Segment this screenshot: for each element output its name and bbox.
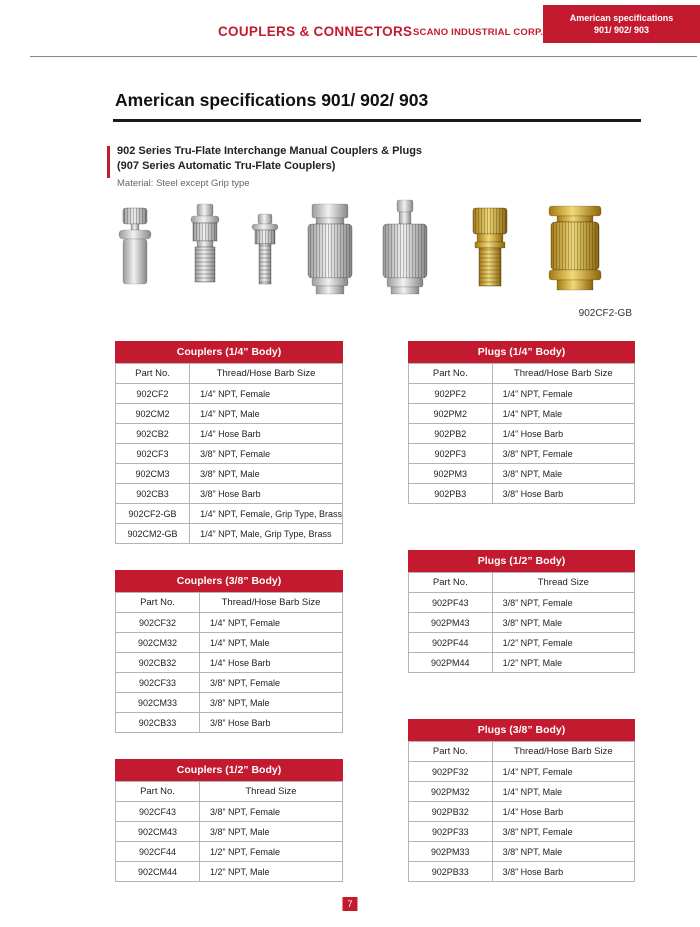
image-caption: 902CF2-GB [578, 308, 632, 319]
part-no-cell: 902CM32 [116, 633, 200, 653]
size-cell: 3/8” NPT, Male [199, 822, 342, 842]
table-couplers-quarter-body [115, 341, 343, 544]
table-row [409, 633, 635, 653]
table-row [409, 822, 635, 842]
couplers-column [115, 341, 343, 908]
plugs-threeeighths-table [408, 741, 635, 882]
part-no-cell: 902CM33 [116, 693, 200, 713]
table-row [116, 842, 343, 862]
column-header-size: Thread/Hose Barb Size [190, 364, 343, 384]
size-cell: 1/4” Hose Barb [492, 424, 634, 444]
table-row [409, 384, 635, 404]
table-header-row [409, 742, 635, 762]
series-heading [117, 144, 597, 189]
plugs-half-table [408, 572, 635, 673]
table-row [409, 802, 635, 822]
size-cell: 1/2” NPT, Female [492, 633, 634, 653]
part-no-cell: 902PF43 [409, 593, 493, 613]
size-cell: 1/4” NPT, Female [492, 384, 634, 404]
table-row [116, 673, 343, 693]
part-no-cell: 902CM3 [116, 464, 190, 484]
part-no-cell: 902PM32 [409, 782, 493, 802]
part-no-cell: 902CF2-GB [116, 504, 190, 524]
part-no-cell: 902CF32 [116, 613, 200, 633]
series-heading-line1: 902 Series Tru-Flate Interchange Manual Couplers & Plugs [117, 145, 423, 157]
table-row [409, 842, 635, 862]
size-cell: 3/8” Hose Barb [190, 484, 343, 504]
series-accent-bar [107, 146, 110, 178]
table-row [116, 713, 343, 733]
table-row [116, 424, 343, 444]
part-no-cell: 902PF2 [409, 384, 493, 404]
size-cell: 3/8” NPT, Male [492, 613, 634, 633]
table-row [409, 444, 635, 464]
table-header-row [116, 364, 343, 384]
column-header-size: Thread Size [492, 573, 634, 593]
size-cell: 3/8” NPT, Male [492, 464, 634, 484]
size-cell: 1/2” NPT, Male [199, 862, 342, 882]
table-row [409, 613, 635, 633]
table-row [409, 782, 635, 802]
table-title: Couplers (1/2” Body) [115, 759, 343, 781]
part-no-cell: 902PM44 [409, 653, 493, 673]
table-title: Plugs (1/2” Body) [408, 550, 635, 572]
size-cell: 3/8” NPT, Male [492, 842, 634, 862]
title-underline [113, 119, 641, 122]
part-no-cell: 902PB2 [409, 424, 493, 444]
table-row [116, 653, 343, 673]
table-row [116, 444, 343, 464]
part-no-cell: 902PB33 [409, 862, 493, 882]
size-cell: 1/4” NPT, Male, Grip Type, Brass [190, 524, 343, 544]
size-cell: 3/8” NPT, Female [492, 444, 634, 464]
part-no-cell: 902PM3 [409, 464, 493, 484]
table-row [116, 693, 343, 713]
column-header-size: Thread/Hose Barb Size [492, 742, 634, 762]
size-cell: 3/8” NPT, Female [199, 673, 342, 693]
size-cell: 1/2” NPT, Male [492, 653, 634, 673]
part-no-cell: 902PF33 [409, 822, 493, 842]
part-no-cell: 902CF33 [116, 673, 200, 693]
size-cell: 1/4” NPT, Female, Grip Type, Brass [190, 504, 343, 524]
size-cell: 3/8” Hose Barb [492, 862, 634, 882]
size-cell: 3/8” NPT, Female [190, 444, 343, 464]
size-cell: 1/4” NPT, Male [492, 782, 634, 802]
column-header-size: Thread/Hose Barb Size [199, 593, 342, 613]
part-no-cell: 902CF44 [116, 842, 200, 862]
part-no-cell: 902CM43 [116, 822, 200, 842]
table-row [116, 484, 343, 504]
couplers-threeeighths-table [115, 592, 343, 733]
table-header-row [116, 782, 343, 802]
part-no-cell: 902PF3 [409, 444, 493, 464]
table-row [409, 464, 635, 484]
column-header-part-no: Part No. [409, 573, 493, 593]
corner-spec-line1: American specifications [569, 13, 674, 23]
part-no-cell: 902PB3 [409, 484, 493, 504]
part-no-cell: 902CB2 [116, 424, 190, 444]
table-row [116, 504, 343, 524]
size-cell: 3/8” Hose Barb [492, 484, 634, 504]
part-no-cell: 902PF44 [409, 633, 493, 653]
size-cell: 1/4” Hose Barb [190, 424, 343, 444]
size-cell: 1/4” NPT, Male [190, 404, 343, 424]
plugs-column [408, 341, 635, 927]
couplers-quarter-table [115, 363, 343, 544]
table-row [409, 484, 635, 504]
table-row [116, 633, 343, 653]
table-row [116, 464, 343, 484]
size-cell: 3/8” Hose Barb [199, 713, 342, 733]
column-header-part-no: Part No. [116, 593, 200, 613]
part-no-cell: 902PM33 [409, 842, 493, 862]
part-no-cell: 902CF2 [116, 384, 190, 404]
size-cell: 3/8” NPT, Male [190, 464, 343, 484]
column-header-part-no: Part No. [409, 742, 493, 762]
table-plugs-half-body [408, 550, 635, 673]
page-number-badge: 7 [342, 897, 357, 911]
table-row [409, 424, 635, 444]
corner-spec-line2: 901/ 902/ 903 [593, 25, 650, 35]
column-header-part-no: Part No. [116, 782, 200, 802]
column-header-size: Thread Size [199, 782, 342, 802]
table-row [116, 384, 343, 404]
column-header-part-no: Part No. [116, 364, 190, 384]
table-title: Couplers (3/8” Body) [115, 570, 343, 592]
part-no-cell: 902PM43 [409, 613, 493, 633]
size-cell: 3/8” NPT, Female [492, 822, 634, 842]
size-cell: 1/4” NPT, Female [492, 762, 634, 782]
product-photo-illustration [105, 192, 625, 310]
table-title: Plugs (1/4” Body) [408, 341, 635, 363]
catalog-title: COUPLERS & CONNECTORS [218, 24, 413, 39]
table-header-row [116, 593, 343, 613]
part-no-cell: 902CF43 [116, 802, 200, 822]
page-title: American specifications 901/ 902/ 903 [115, 90, 429, 110]
part-no-cell: 902CB3 [116, 484, 190, 504]
size-cell: 1/4” NPT, Male [199, 633, 342, 653]
part-no-cell: 902CM2-GB [116, 524, 190, 544]
table-row [116, 404, 343, 424]
size-cell: 3/8” NPT, Female [199, 802, 342, 822]
size-cell: 1/4” Hose Barb [199, 653, 342, 673]
size-cell: 1/4” NPT, Female [199, 613, 342, 633]
table-row [116, 862, 343, 882]
column-header-part-no: Part No. [409, 364, 493, 384]
size-cell: 1/4” NPT, Male [492, 404, 634, 424]
table-title: Couplers (1/4” Body) [115, 341, 343, 363]
table-row [116, 524, 343, 544]
part-no-cell: 902CM44 [116, 862, 200, 882]
part-no-cell: 902PB32 [409, 802, 493, 822]
table-row [116, 822, 343, 842]
corner-spec-box [543, 5, 700, 43]
part-no-cell: 902CF3 [116, 444, 190, 464]
table-couplers-half-body [115, 759, 343, 882]
table-row [116, 613, 343, 633]
size-cell: 3/8” NPT, Male [199, 693, 342, 713]
header-divider [30, 56, 697, 57]
size-cell: 1/4” NPT, Female [190, 384, 343, 404]
table-plugs-quarter-body [408, 341, 635, 504]
part-no-cell: 902CB32 [116, 653, 200, 673]
table-row [116, 802, 343, 822]
column-header-size: Thread/Hose Barb Size [492, 364, 634, 384]
size-cell: 1/2” NPT, Female [199, 842, 342, 862]
material-note: Material: Steel except Grip type [117, 177, 250, 189]
part-no-cell: 902CM2 [116, 404, 190, 424]
company-name: SCANO INDUSTRIAL CORP. [413, 27, 544, 38]
table-row [409, 862, 635, 882]
size-cell: 3/8” NPT, Female [492, 593, 634, 613]
series-heading-line2: (907 Series Automatic Tru-Flate Couplers) [117, 159, 336, 172]
part-no-cell: 902CB33 [116, 713, 200, 733]
table-couplers-threeeighths-body [115, 570, 343, 733]
table-row [409, 653, 635, 673]
part-no-cell: 902PF32 [409, 762, 493, 782]
couplers-half-table [115, 781, 343, 882]
table-row [409, 404, 635, 424]
table-title: Plugs (3/8” Body) [408, 719, 635, 741]
size-cell: 1/4” Hose Barb [492, 802, 634, 822]
table-plugs-threeeighths-body [408, 719, 635, 882]
part-no-cell: 902PM2 [409, 404, 493, 424]
table-header-row [409, 573, 635, 593]
table-row [409, 762, 635, 782]
plugs-quarter-table [408, 363, 635, 504]
table-row [409, 593, 635, 613]
table-header-row [409, 364, 635, 384]
